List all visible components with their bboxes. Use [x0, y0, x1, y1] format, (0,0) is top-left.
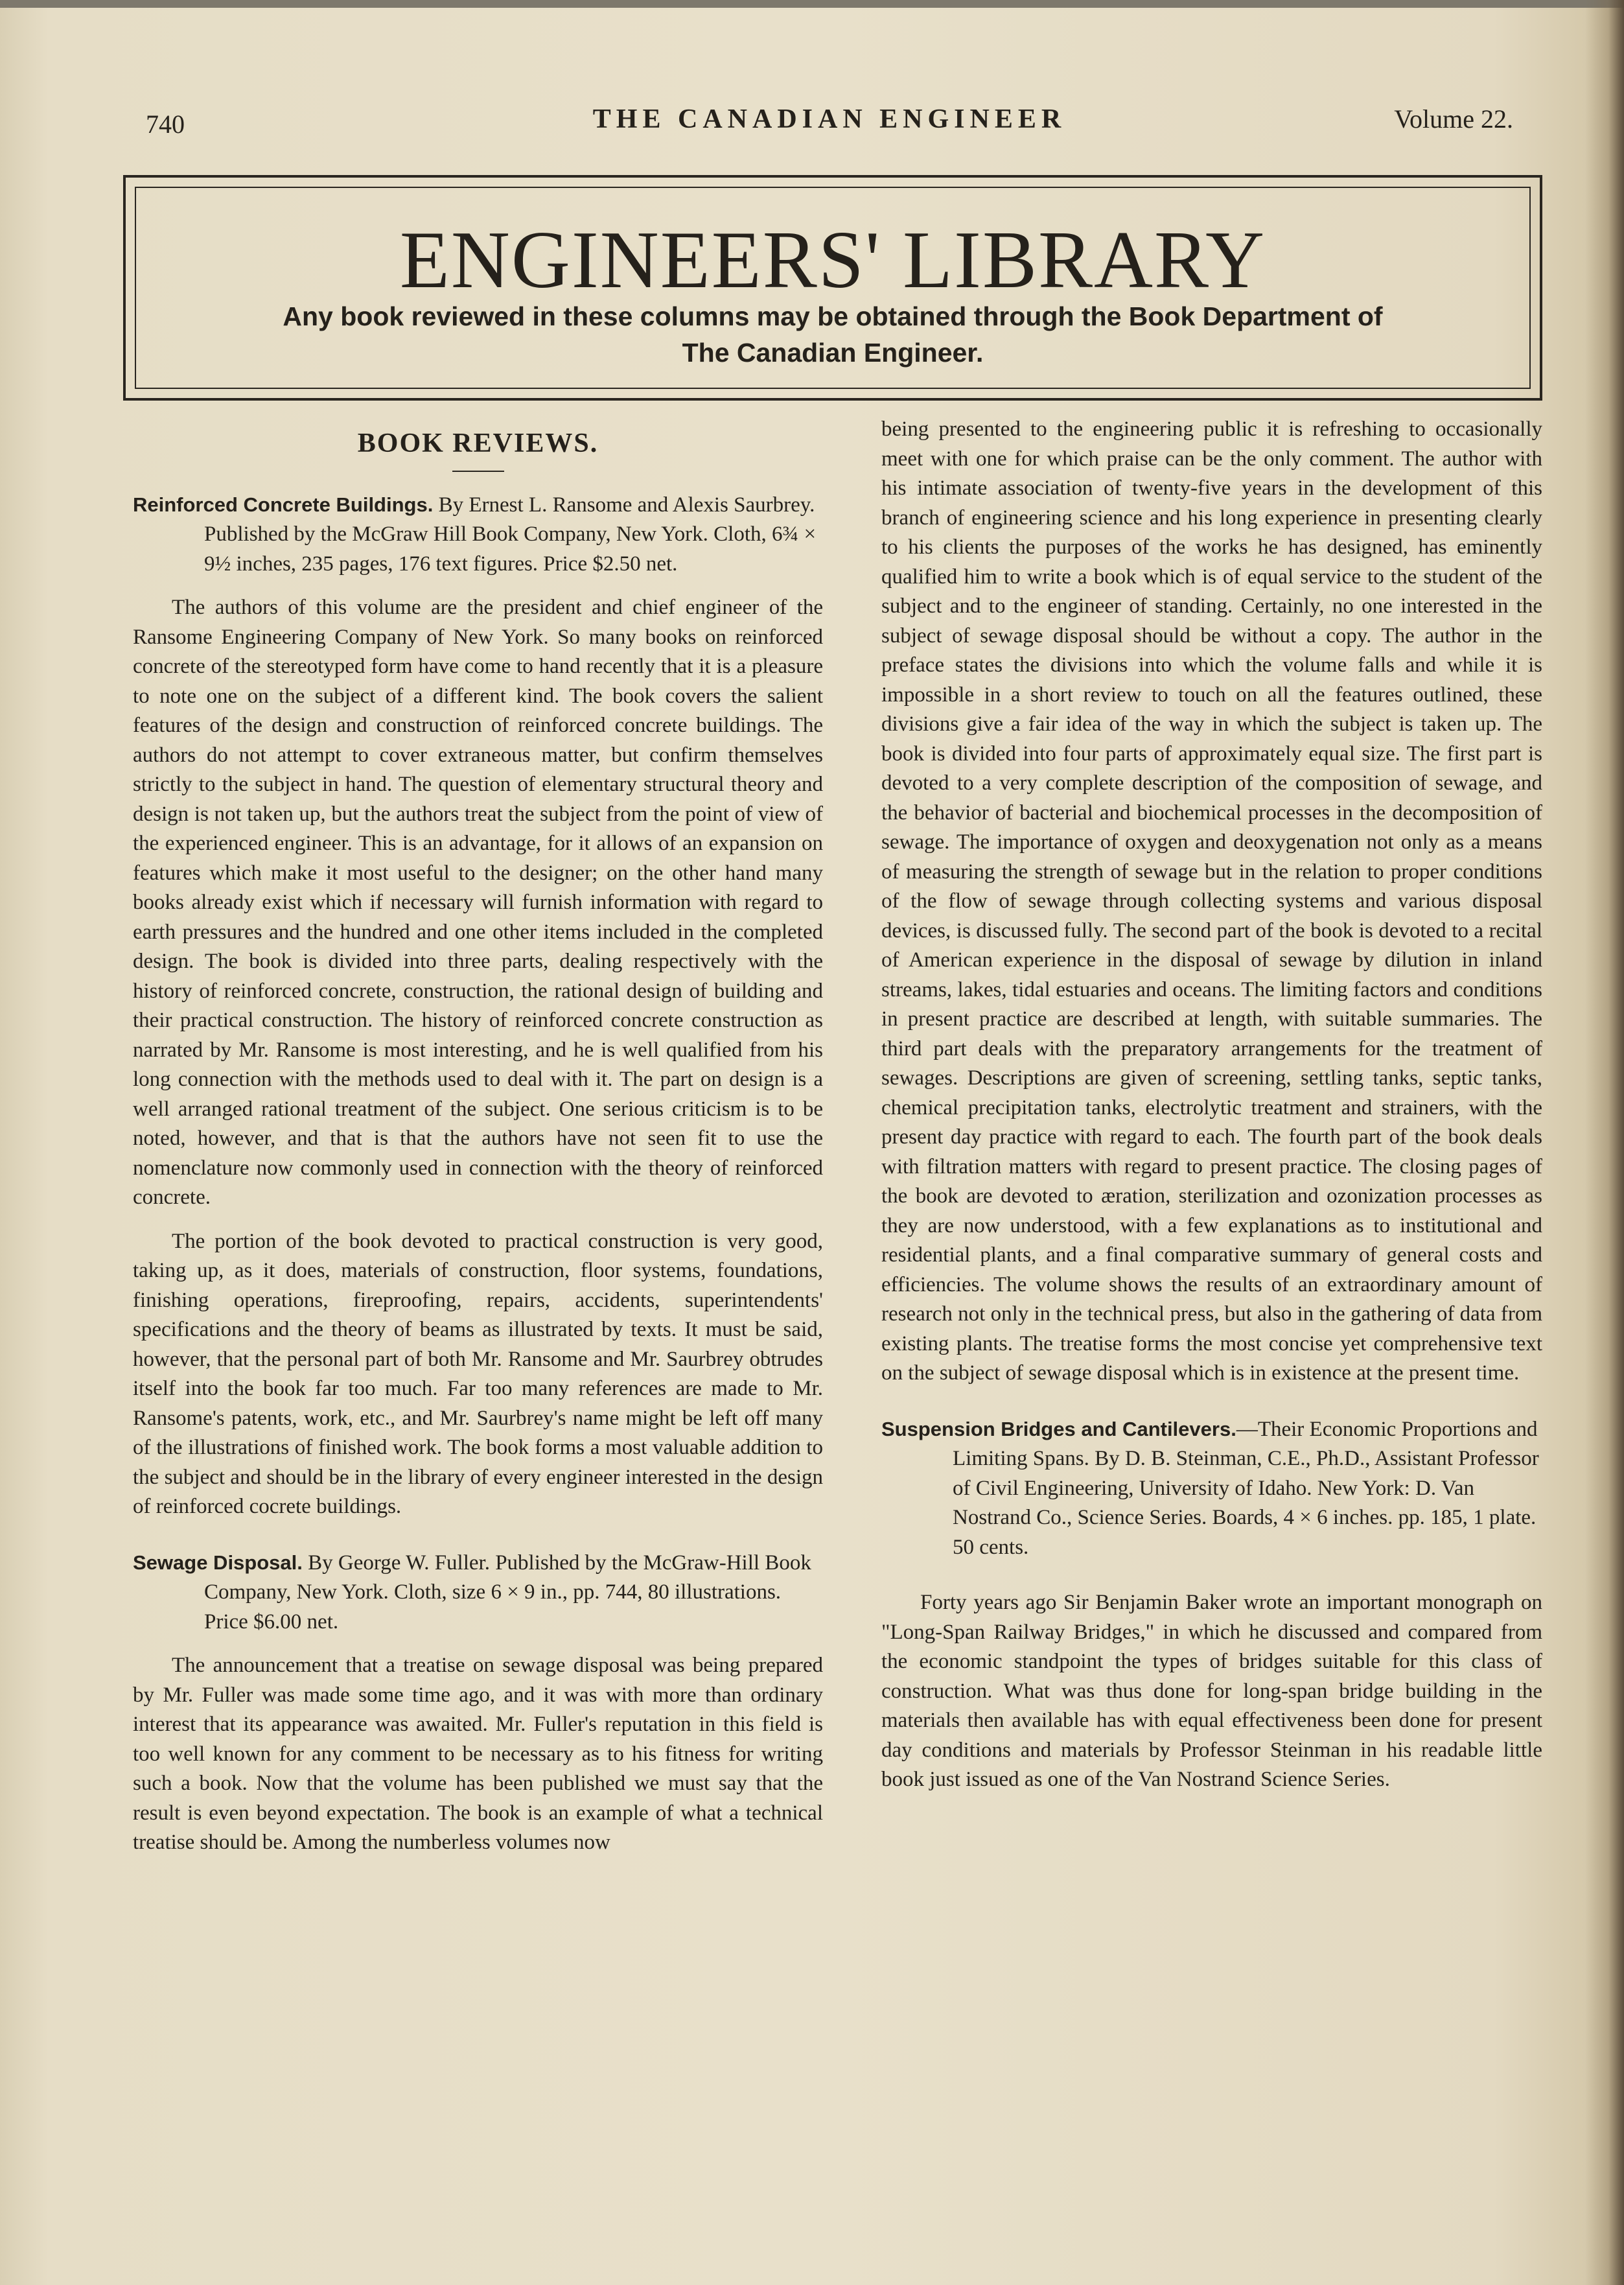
volume-label: Volume 22.	[1394, 104, 1513, 134]
banner-title: ENGINEERS' LIBRARY	[399, 215, 1266, 305]
banner-subtitle-line2: The Canadian Engineer.	[682, 338, 984, 368]
spacer	[881, 1576, 1542, 1588]
banner-inner-border	[135, 187, 1531, 389]
spacer	[881, 1403, 1542, 1414]
heading-rule	[452, 471, 504, 472]
review-header-bridges	[881, 1414, 1542, 1563]
book-title-sewage: Sewage Disposal.	[133, 1551, 303, 1574]
page-number: 740	[146, 110, 185, 139]
review-paragraph: Forty years ago Sir Benjamin Baker wrote an important monograph on "Long-Span Railway Bridges," in which he discussed and compared from the economic standpoint the types of bridges suitable for this class of construction. What was thus done for long-span bridge building in the materials then available has with equal effectiveness been done for present day conditions and materials by Professor Steinman in his readable little book just issued as one of the Van Nostrand Science Series.	[881, 1591, 1542, 1791]
review-paragraph: The portion of the book devoted to practical construction is very good, taking up, as it does, materials of construction, floor systems, foundations, finishing operations, fireproofing, repairs, accidents, superintendents' specifications and the theory of beams as illustrated by texts. It must be said, however, that the personal part of both Mr. Ransome and Mr. Saurbrey obtrudes itself into the book far too much. Far too many references are made to Mr. Ransome's patents, work, etc., and Mr. Saurbrey's name might be left off many of the illustrations of finished work. The book forms a most valuable addition to the subject and should be in the library of every engineer interested in the design of reinforced cocrete buildings.	[133, 1229, 823, 1518]
page-binding-shadow	[1585, 0, 1624, 2285]
spacer	[133, 1536, 823, 1548]
review-header-concrete	[133, 490, 823, 580]
book-title-concrete: Reinforced Concrete Buildings.	[133, 493, 434, 516]
banner-subtitle	[175, 298, 1491, 371]
library-banner	[123, 175, 1542, 401]
banner-subtitle-line1: Any book reviewed in these columns may be obtained through the Book Department of	[283, 301, 1383, 331]
section-heading: BOOK REVIEWS.	[357, 428, 599, 458]
book-title-bridges: Suspension Bridges and Cantilevers.	[881, 1417, 1236, 1440]
running-head	[146, 104, 1513, 143]
review-paragraph: The authors of this volume are the president and chief engineer of the Ransome Engineering Company of New York. So many books on reinforced concrete of the stereotyped form have come to hand recently that it is a pleasure to note one on the subject of a different kind. The book covers the salient features of the design and construction of reinforced concrete buildings. The authors do not attempt to cover extraneous matter, but confirm themselves strictly to the subject in hand. The question of elementary structural theory and design is not taken up, but the authors treat the subject from the point of view of the experienced engineer. This is an advantage, for it allows of an expansion on features which make it most useful to the designer; on the other hand many books already exist which if necessary will furnish information with regard to earth pressures and the hundred and one other items included in the completed design. The book is divided into three parts, dealing respectively with the history of reinforced concrete, construction, the rational design of building and their practical construction. The history of reinforced concrete construction as narrated by Mr. Ransome is most interesting, and he is well qualified from his long connection with the methods used to deal with it. The part on design is a well arranged rational treatment of the subject. One serious criticism is to be noted, however, and that is that the authors have not seen fit to use the nomenclature now commonly used in connection with the theory of reinforced concrete.	[133, 596, 823, 1209]
book-details-sewage: By George W. Fuller. Published by the McGraw-Hill Book Company, New York. Cloth, size 6 × 9 in., pp. 744, 80 illustrations. Price $6.00 net.	[204, 1551, 811, 1634]
right-column	[881, 415, 1542, 1809]
book-details-bridges: —Their Economic Proportions and Limiting Spans. By D. B. Steinman, C.E., Ph.D., Assistant Professor of Civil Engineering, University of Idaho. New York: D. Van Nostrand Co., Science Series. Boards, 4 × 6 inches. pp. 185, 1 plate. 50 cents.	[953, 1417, 1539, 1559]
book-details-concrete: By Ernest L. Ransome and Alexis Saurbrey. Published by the McGraw Hill Book Company, New York. Cloth, 6¾ × 9½ inches, 235 pages, 176 text figures. Price $2.50 net.	[204, 493, 817, 576]
review-header-sewage	[133, 1548, 823, 1637]
review-paragraph-sewage-part1: The announcement that a treatise on sewage disposal was being prepared by Mr. Fuller was made some time ago, and it was with more than ordinary interest that its appearance was awaited. Mr. Fuller's reputation in this field is too well known for any comment to be necessary as to his fitness for writing such a book. Now that the volume has been published we must say that the result is even beyond expectation. The book is an example of what a technical treatise should be. Among the numberless volumes now	[133, 1654, 823, 1854]
journal-title: THE CANADIAN ENGINEER	[592, 104, 1067, 134]
review-paragraph-sewage-part2: being presented to the engineering public it is refreshing to occasionally meet with one for which praise can be the only comment. The author with his intimate association of twenty-five years in the development of this branch of engineering science and his long experience in presenting clearly to his clients the purposes of the works he has designed, has eminently qualified him to write a book which is of equal service to the student of the subject and to the engineer of standing. Certainly, no one interested in the subject of sewage disposal should be without a copy. The author in the preface states the divisions into which the volume falls and while it is impossible in a short review to touch on all the features outlined, these divisions give a fair idea of the way in which the subject is taken up. The book is divided into four parts of approximately equal size. The first part is devoted to a very complete description of the composition of sewage, and the behavior of bacterial and biochemical processes in the decomposition of sewage. The importance of oxygen and deoxygenation not only as a means of measuring the strength of sewage but in the relation to proper conditions of the flow of sewage through collecting systems and various disposal devices, is discussed fully. The second part of the book is devoted to a recital of American experience in the disposal of sewage by dilution in inland streams, lakes, tidal estuaries and oceans. The limiting factors and conditions in present practice are described at length, with suitable summaries. The third part deals with the preparatory arrangements for the treatment of sewages. Descriptions are given of screening, settling tanks, septic tanks, chemical precipitation tanks, electrolytic treatment and strainers, with the present day practice with regard to each. The fourth part of the book deals with filtration matters with regard to present practice. The closing pages of the book are devoted to æration, sterilization and ozonization processes as they are now understood, with a few explanations as to institutional and residential plants, and a final comparative summary of general costs and efficiencies. The volume shows the results of an extraordinary amount of research not only in the technical press, but also in the gathering of data from existing plants. The treatise forms the most concise yet comprehensive text on the subject of sewage disposal which is in existence at the present time.	[881, 417, 1542, 1385]
scan-top-edge	[0, 0, 1624, 8]
left-column	[133, 415, 823, 1872]
